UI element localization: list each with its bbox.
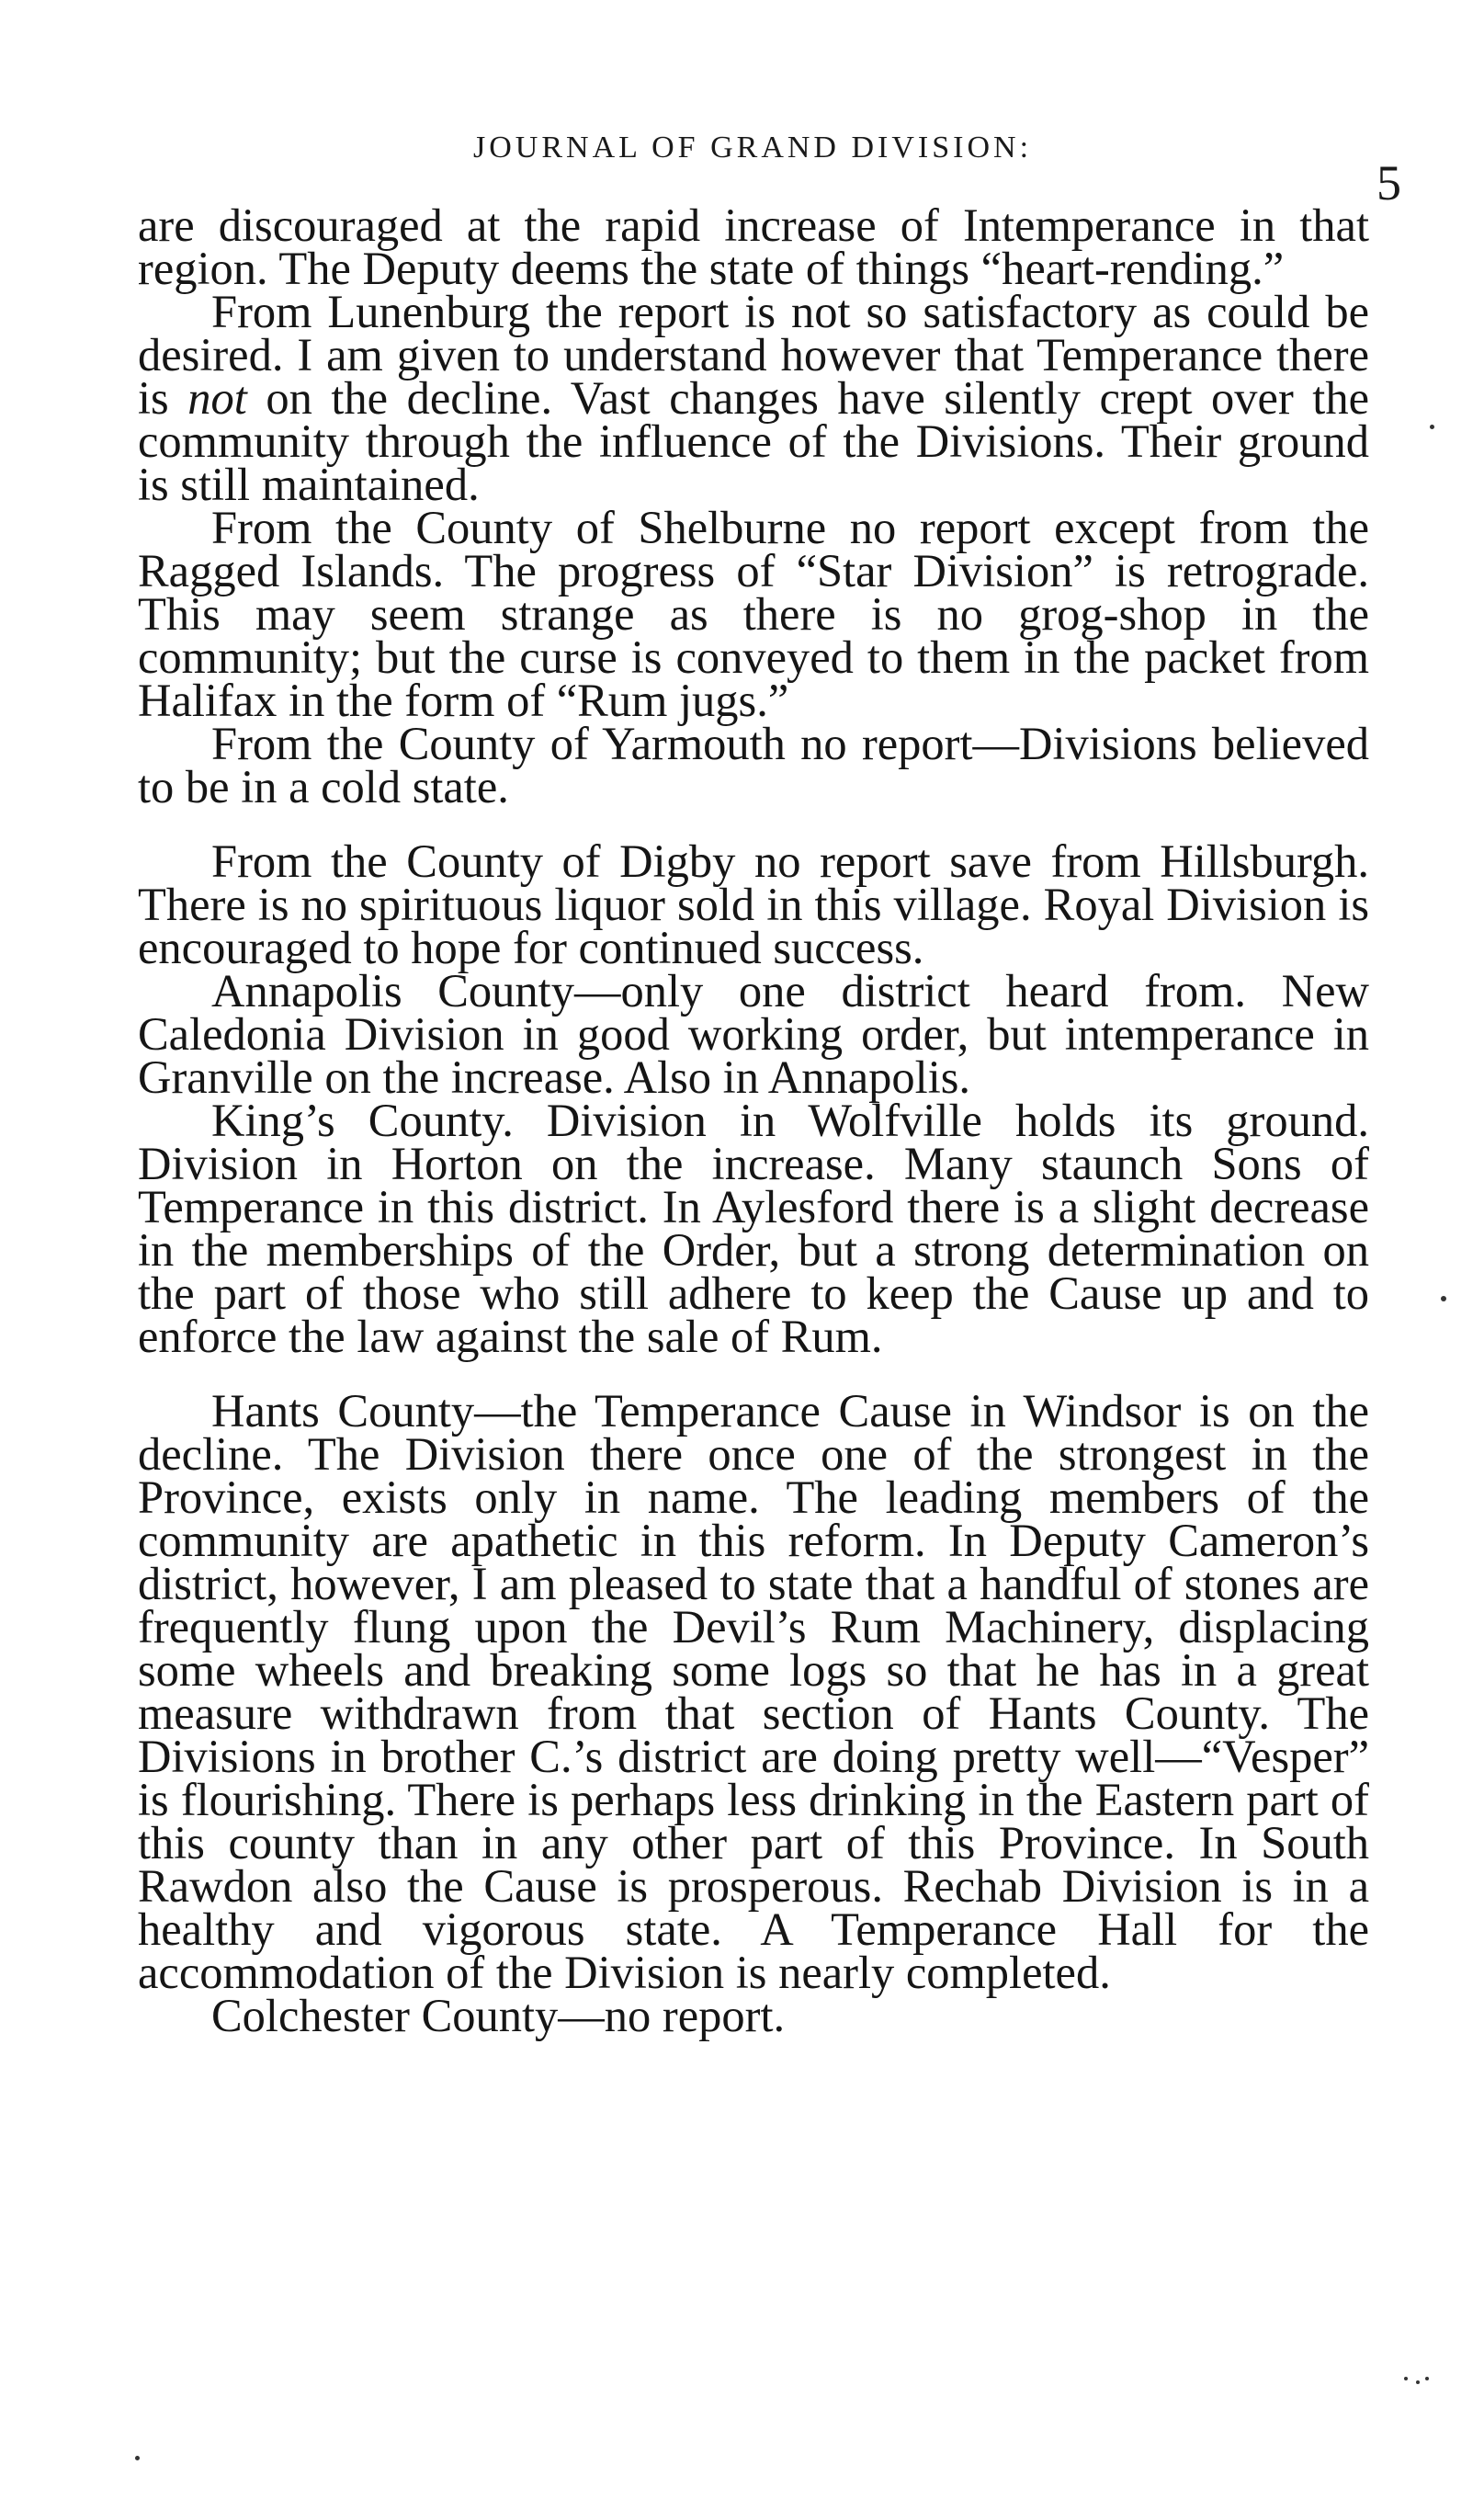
paragraph-hants-county: Hants County—the Temperance Cause in Windsor is on the decline. The Division there once one of the strongest in the Province, exists only in name. The leading members of the community are apathetic in this reform. In Deputy Cameron’s district, however, I am pleased to state that a handful of stones are frequently flung upon the Devil’s Rum Machinery, displacing some wheels and breaking some logs so that he has in a great measure withdrawn from that section of Hants County. The Divisions in brother C.’s district are doing pretty well—“Vesper” is flourishing. There is perhaps less drinking in the Eastern part of this county than in any other part of this Province. In South Rawdon also the Cause is prosperous. Rechab Division is in a healthy and vigorous state. A Temperance Hall for the accommodation of the Division is nearly completed. <box>138 1385 1369 1998</box>
paragraph-annapolis: Annapolis County—only one district heard from. New Caledonia Division in good working order, but intemperance in Granville on the increase. Also in Annapolis. <box>138 965 1369 1103</box>
print-speck <box>1425 2377 1429 2380</box>
paragraph-colchester: Colchester County—no report. <box>211 1990 786 2041</box>
paragraph-yarmouth: From the County of Yarmouth no report—Divisions believed to be in a cold state. <box>138 718 1369 812</box>
paragraph-digby: From the County of Digby no report save from Hillsburgh. There is no spirituous liquor sold in this village. Royal Division is encouraged to hope for continued success. <box>138 835 1369 973</box>
print-speck <box>135 2456 140 2460</box>
paragraph-intemperance-region: are discouraged at the rapid increase of Intemperance in that region. The Deputy deems the state of things “heart-rending.” <box>138 199 1369 294</box>
print-speck <box>1404 2377 1408 2380</box>
page-body <box>138 199 1370 2041</box>
running-header: JOURNAL OF GRAND DIVISION: <box>473 131 1033 165</box>
page-number: 5 <box>1376 155 1401 210</box>
print-speck <box>1416 2380 1420 2384</box>
paragraph-text: From Lunenburg the report is not so satisfactory as could be desired. I am given to understand however that Temperance there is <box>138 286 1369 424</box>
print-speck <box>1441 1296 1446 1301</box>
paragraph-text-continued: on the decline. Vast changes have silently crept over the community through the influence of the Divisions. Their ground is still maintained. <box>138 372 1370 510</box>
paragraph-kings-county: King’s County. Division in Wolfville holds its ground. Division in Horton on the increase. Many staunch Sons of Temperance in this district. In Aylesford there is a slight decrease in the memberships of the Order, but a strong determination on the part of those who still adhere to keep the Cause up and to enforce the law against the sale of Rum. <box>138 1095 1369 1362</box>
emphasis-not: not <box>187 372 247 424</box>
paragraph-shelburne: From the County of Shelburne no report except from the Ragged Islands. The progress of “Star Division” is retrograde. This may seem strange as there is no grog-shop in the community; but the curse is conveyed to them in the packet from Halifax in the form of “Rum jugs.” <box>138 502 1369 726</box>
print-speck <box>1430 425 1434 429</box>
paragraph-lunenburg <box>138 286 1370 510</box>
